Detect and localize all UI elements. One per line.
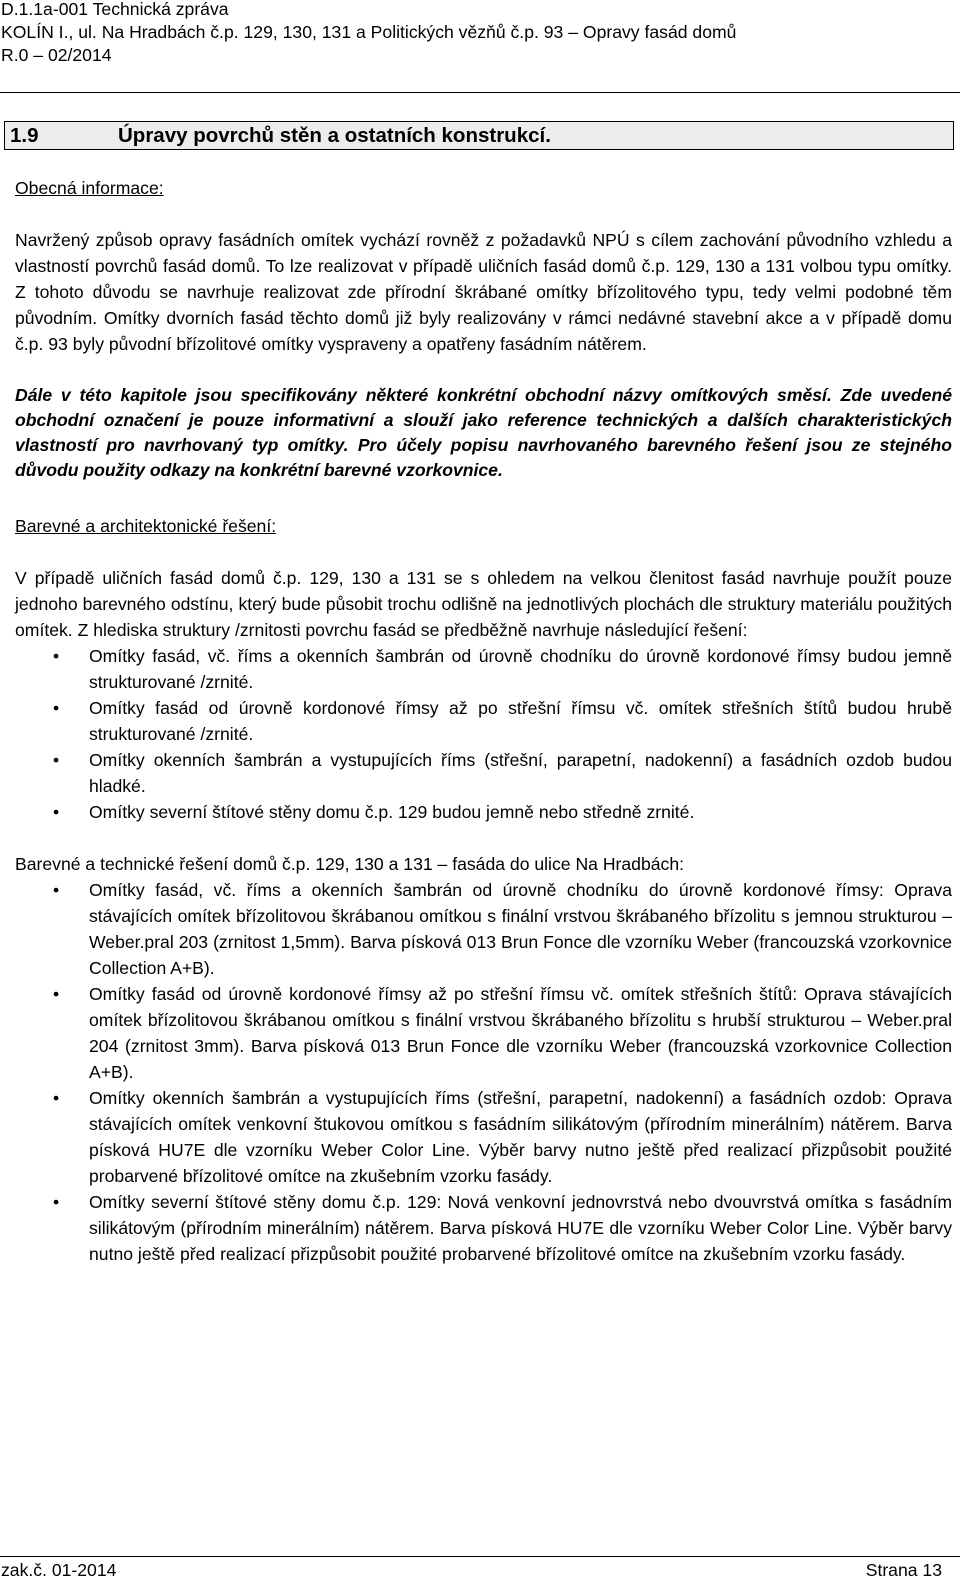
list-item: • Omítky okenních šambrán a vystupujících říms (střešní, parapetní, nadokenní) a fasádních ozdob budou hladké. <box>15 747 952 799</box>
bullet-icon: • <box>53 984 60 1004</box>
page-header <box>0 0 960 93</box>
list-item: • Omítky fasád, vč. říms a okenních šambrán od úrovně chodníku do úrovně kordonové římsy budou jemně strukturované /zrnité. <box>15 643 952 695</box>
color-architecture-heading: Barevné a architektonické řešení: <box>15 516 277 536</box>
color-architecture-paragraph: V případě uličních fasád domů č.p. 129, 130 a 131 se s ohledem na velkou členitost fasád navrhuje použít pouze jednoho barevného odstínu, který bude působit trochu odlišně na jednotlivých plochách dle struktury materiálu použitých omítek. Z hlediska struktury /zrnitosti povrchu fasád se předběžně navrhuje následující řešení: <box>15 568 952 640</box>
revision-date: R.0 – 02/2014 <box>1 45 112 65</box>
main-content <box>15 175 952 1267</box>
bullet-icon: • <box>53 1088 60 1108</box>
bullet-icon: • <box>53 646 60 666</box>
section-number: 1.9 <box>10 124 39 147</box>
bullet-icon: • <box>53 802 60 822</box>
general-info-paragraph: Navržený způsob opravy fasádních omítek vychází rovněž z požadavků NPÚ s cílem zachování původního vzhledu a vlastností povrchů fasád domů. To lze realizovat v případě uličních fasád domů č.p. 129, 130 a 131 volbou typu omítky. Z tohoto důvodu se navrhuje realizovat zde přírodní škrábané omítky břízolitového typu, tedy velmi podobné těm původním. Omítky dvorních fasád těchto domů již byly realizovány v rámci nedávné stavební akce a v případě domu č.p. 93 byly původní břízolitové omítky vyspraveny a opatřeny fasádním nátěrem. <box>15 230 952 354</box>
list-item: • Omítky fasád od úrovně kordonové římsy až po střešní římsu vč. omítek střešních štítů budou hrubě strukturované /zrnité. <box>15 695 952 747</box>
page-footer <box>0 1556 960 1588</box>
trade-names-note: Dále v této kapitole jsou specifikovány některé konkrétní obchodní názvy omítkových směsí. Zde uvedené obchodní označení je pouze informativní a slouží jako reference technických a dalších charakteristických vlastností pro navrhovaný typ omítky. Pro účely popisu navrhovaného barevného řešení jsou ze stejného důvodu použity odkazy na konkrétní barevné vzorkovnice. <box>15 385 952 480</box>
general-info-heading: Obecná informace: <box>15 178 164 198</box>
list-item: • Omítky fasád, vč. říms a okenních šambrán od úrovně chodníku do úrovně kordonové římsy: Oprava stávajících omítek břízolitovou škrábanou omítkou s finální vrstvou škrábaného břízolitu s jemnou strukturou – Weber.pral 203 (zrnitost 1,5mm). Barva písková 013 Brun Fonce dle vzorníku Weber (francouzská vzorkovnice Collection A+B). <box>15 877 952 981</box>
bullet-icon: • <box>53 750 60 770</box>
contract-number: zak.č. 01-2014 <box>1 1560 117 1580</box>
section-title: Úpravy povrchů stěn a ostatních konstrukcí. <box>118 124 551 147</box>
structure-bullet-list <box>15 643 952 825</box>
project-title: KOLÍN I., ul. Na Hradbách č.p. 129, 130, 131 a Politických vězňů č.p. 93 – Opravy fasád domů <box>1 22 737 42</box>
technical-bullet-list <box>15 877 952 1267</box>
list-item: • Omítky okenních šambrán a vystupujících říms (střešní, parapetní, nadokenní) a fasádních ozdob: Oprava stávajících omítek venkovní štukovou omítkou s fasádním silikátovým (přírodním minerálním) nátěrem. Barva písková HU7E dle vzorníku Weber Color Line. Výběr barvy nutno ještě před realizací přizpůsobit použité probarvené břízolitové omítce na zkušebním vzorku fasády. <box>15 1085 952 1189</box>
list-item: • Omítky severní štítové stěny domu č.p. 129 budou jemně nebo středně zrnité. <box>15 799 952 825</box>
list-item: • Omítky severní štítové stěny domu č.p. 129: Nová venkovní jednovrstvá nebo dvouvrstvá omítka s fasádním silikátovým (přírodním minerálním) nátěrem. Barva písková HU7E dle vzorníku Weber Color Line. Výběr barvy nutno ještě před realizací přizpůsobit použité probarvené břízolitové omítce na zkušebním vzorku fasády. <box>15 1189 952 1267</box>
section-heading <box>4 121 954 150</box>
bullet-icon: • <box>53 1192 60 1212</box>
page-number: Strana 13 <box>865 1560 942 1580</box>
document-code: D.1.1a-001 Technická zpráva <box>1 0 229 19</box>
list-item: • Omítky fasád od úrovně kordonové římsy až po střešní římsu vč. omítek střešních štítů: Oprava stávajících omítek břízolitovou škrábanou omítkou s finální vrstvou škrábaného břízolitu s hrubší strukturou – Weber.pral 204 (zrnitost 3mm). Barva písková 013 Brun Fonce dle vzorníku Weber (francouzská vzorkovnice Collection A+B). <box>15 981 952 1085</box>
bullet-icon: • <box>53 698 60 718</box>
bullet-icon: • <box>53 880 60 900</box>
technical-solution-heading: Barevné a technické řešení domů č.p. 129, 130 a 131 – fasáda do ulice Na Hradbách: <box>15 854 684 874</box>
